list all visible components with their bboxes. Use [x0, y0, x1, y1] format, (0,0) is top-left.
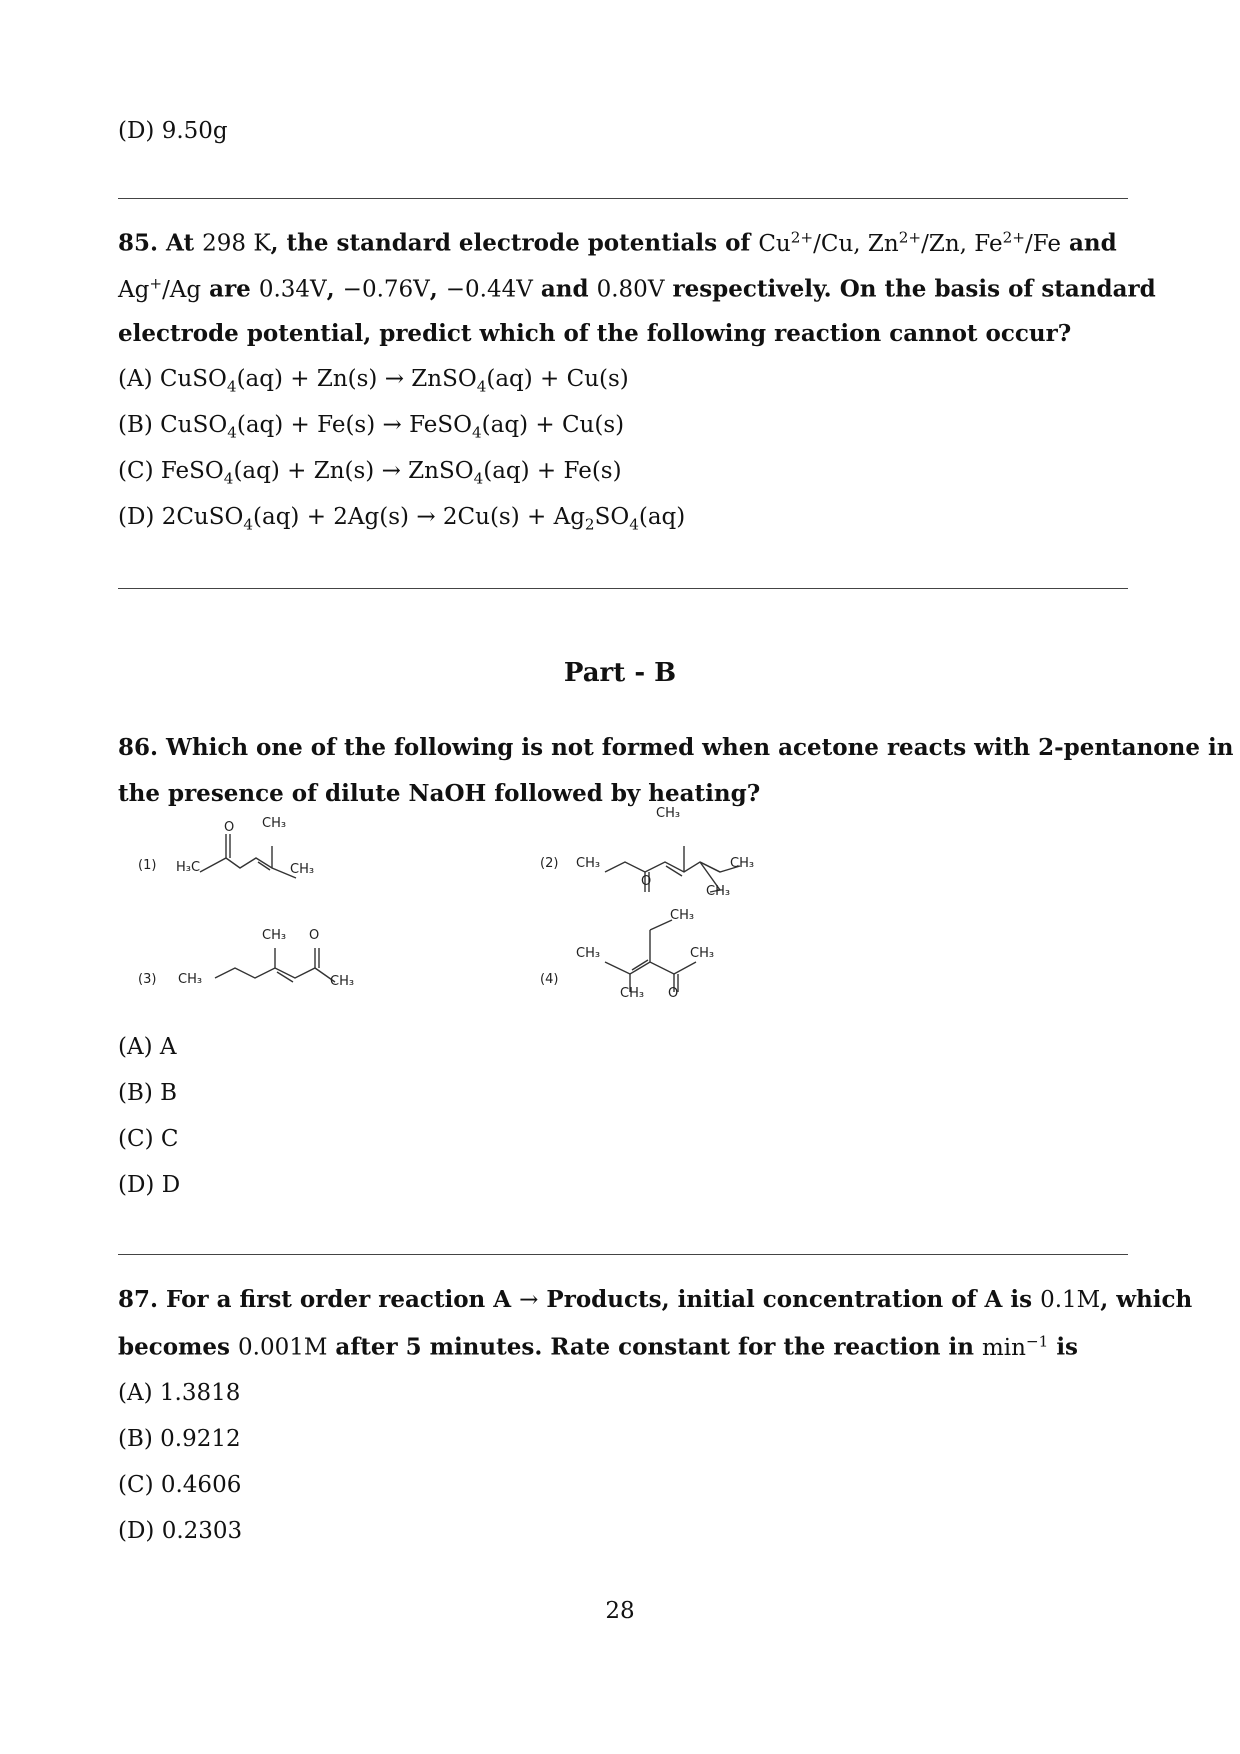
reaction-arrow: →	[519, 1287, 539, 1313]
q85-option-d[interactable]: (D) 2CuSO$_4$(aq) + $2Ag(s) \to 2Cu(s) + Ag_2SO_4(aq)$	[118, 504, 686, 534]
s3-chain	[215, 968, 335, 982]
part-title: Part - B	[563, 658, 677, 688]
s4-number: (4)	[540, 972, 559, 987]
s2-methyl-top: CH₃	[656, 806, 681, 821]
q86-option-b[interactable]: (B) B	[118, 1080, 178, 1106]
q86-text: Which one of the following is not formed when acetone reacts with 2-pentanone in	[166, 734, 1234, 761]
q85-stem-line3: electrode potential, predict which of the following reaction cannot occur?	[118, 320, 1072, 347]
s1-left-group: H₃C	[176, 860, 201, 875]
q87-initial-conc: 0.1M	[1040, 1287, 1101, 1313]
page-number: 28	[605, 1598, 635, 1624]
q85-number: 85.	[118, 229, 159, 257]
s2-right-group-2: CH₃	[706, 884, 731, 899]
q87-option-b[interactable]: (B) 0.9212	[118, 1426, 241, 1452]
s1-chain	[200, 858, 296, 878]
q87-stem-line2: becomes 0.001M after 5 minutes. Rate constant for the reaction in $\min^{-1}$ is	[118, 1332, 1079, 1361]
q85-text: At	[166, 229, 203, 257]
q86-stem-line2: the presence of dilute NaOH followed by heating?	[118, 780, 761, 807]
s3-right-group: CH₃	[330, 974, 355, 989]
q87-number: 87.	[118, 1286, 159, 1313]
s2-left-group: CH₃	[576, 856, 601, 871]
q86-option-a[interactable]: (A) A	[118, 1034, 177, 1060]
q85-value: −0.76V	[342, 276, 430, 303]
q85-value: 0.34V	[258, 276, 327, 303]
q85-couple-fe: $Fe^{2+}/Fe$	[974, 228, 1062, 257]
s1-right-group: CH₃	[290, 862, 315, 877]
q85-text: , the standard electrode potentials of	[270, 229, 759, 257]
q85-temp: 298 K	[202, 230, 271, 257]
q87-unit: $\min^{-1}$	[981, 1332, 1049, 1361]
divider	[118, 198, 1128, 199]
s4-oxygen: O	[668, 986, 679, 1001]
q85-text: and	[1061, 229, 1117, 257]
q86-option-d[interactable]: (D) D	[118, 1172, 181, 1198]
s1-number: (1)	[138, 858, 157, 873]
q85-option-b[interactable]: (B) CuSO$_4$(aq) + Fe(s) → FeSO$_4$(aq) + Cu(s)	[118, 412, 625, 442]
q85-couple-zn: $Zn^{2+}/Zn$,	[867, 228, 975, 257]
s3-methyl-top: CH₃	[262, 928, 287, 943]
q86-number: 86.	[118, 734, 159, 761]
q87-stem-line1: 87. For a first order reaction A → Products, initial concentration of A is 0.1M, which	[118, 1286, 1193, 1313]
divider	[118, 588, 1128, 589]
s1-oxygen: O	[224, 820, 235, 835]
q87-option-c[interactable]: (C) 0.4606	[118, 1472, 242, 1498]
s4-methyl-left: CH₃	[576, 946, 601, 961]
s4-methyl-top: CH₃	[670, 908, 695, 923]
s2-right-group-1: CH₃	[730, 856, 755, 871]
q85-value: 0.80V	[596, 276, 665, 303]
s4-methyl-bottom: CH₃	[620, 986, 645, 1001]
q85-option-a[interactable]: (A) CuSO$_4$(aq) + Zn(s) → ZnSO$_4$(aq) + Cu(s)	[118, 366, 629, 396]
prev-option-d: (D) 9.50g	[118, 118, 228, 144]
s3-left-group: CH₃	[178, 972, 203, 987]
s2-number: (2)	[540, 856, 559, 871]
q87-option-a[interactable]: (A) 1.3818	[118, 1380, 241, 1406]
q86-option-c[interactable]: (C) C	[118, 1126, 179, 1152]
q85-couple-ag: Ag+/Ag	[118, 274, 202, 303]
s1-methyl-top: CH₃	[262, 816, 287, 831]
q87-option-d[interactable]: (D) 0.2303	[118, 1518, 243, 1544]
s4-chain	[605, 962, 696, 974]
q86-stem-line1	[118, 734, 1233, 761]
s3-oxygen: O	[309, 928, 320, 943]
q85-value: −0.44V	[445, 276, 533, 303]
divider	[118, 1254, 1128, 1255]
s3-number: (3)	[138, 972, 157, 987]
q87-final-conc: 0.001M	[238, 1334, 328, 1361]
s4-methyl-right: CH₃	[690, 946, 715, 961]
q85-option-c[interactable]: (C) FeSO$_4$(aq) + Zn(s) → ZnSO$_4$(aq) + Fe(s)	[118, 458, 622, 488]
q85-stem-line2: Ag+/Ag are 0.34V, −0.76V, −0.44V and 0.80V respectively. On the basis of standard	[118, 274, 1156, 303]
q85-stem-line1	[118, 228, 1117, 257]
s2-oxygen: O	[641, 874, 652, 889]
q85-couple-cu: $Cu^{2+}/Cu$,	[758, 228, 868, 257]
